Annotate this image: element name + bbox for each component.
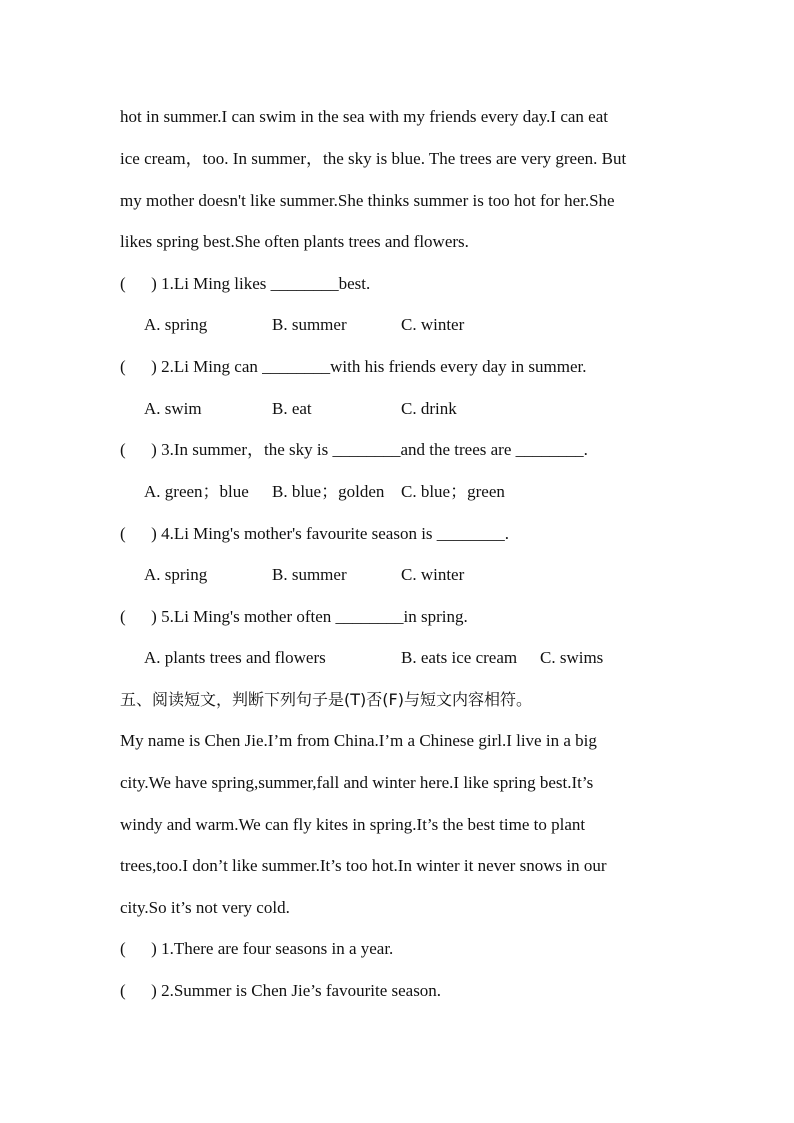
- question-3-option-b: B. blue；golden: [272, 482, 385, 501]
- question-1-stem: ( ) 1.Li Ming likes ________best.: [120, 274, 371, 293]
- section5-passage-line-3: windy and warm.We can fly kites in spring.It’s the best time to plant: [120, 815, 586, 834]
- passage1-line-4: likes spring best.She often plants trees and flowers.: [120, 232, 469, 251]
- passage1-line-2: ice cream，too. In summer，the sky is blue. The trees are very green. But: [120, 149, 627, 168]
- section5-passage-line-4: trees,too.I don’t like summer.It’s too hot.In winter it never snows in our: [120, 856, 607, 875]
- question-5-option-a: A. plants trees and flowers: [144, 648, 326, 667]
- question-5-option-b: B. eats ice cream: [401, 648, 518, 667]
- passage1-line-1: hot in summer.I can swim in the sea with my friends every day.I can eat: [120, 107, 608, 126]
- question-3-option-a: A. green；blue: [144, 482, 249, 501]
- section5-passage-line-2: city.We have spring,summer,fall and winter here.I like spring best.It’s: [120, 773, 594, 792]
- section5-heading: 五、阅读短文，判断下列句子是(T)否(F)与短文内容相符。: [120, 690, 532, 709]
- question-3-stem: ( ) 3.In summer，the sky is ________and the trees are ________.: [120, 440, 588, 459]
- question-1-option-b: B. summer: [272, 315, 347, 334]
- question-5-stem: ( ) 5.Li Ming's mother often ________in spring.: [120, 607, 468, 626]
- section5-passage-line-5: city.So it’s not very cold.: [120, 898, 290, 917]
- question-2-option-b: B. eat: [272, 399, 312, 418]
- question-2-option-c: C. drink: [401, 399, 457, 418]
- question-3-option-c: C. blue；green: [401, 482, 505, 501]
- question-2-option-a: A. swim: [144, 399, 202, 418]
- question-1-option-a: A. spring: [144, 315, 208, 334]
- question-1-option-c: C. winter: [401, 315, 465, 334]
- passage1-line-3: my mother doesn't like summer.She thinks summer is too hot for her.She: [120, 191, 615, 210]
- question-4-option-a: A. spring: [144, 565, 208, 584]
- question-2-stem: ( ) 2.Li Ming can ________with his friends every day in summer.: [120, 357, 587, 376]
- question-4-stem: ( ) 4.Li Ming's mother's favourite season is ________.: [120, 524, 510, 543]
- question-4-option-c: C. winter: [401, 565, 465, 584]
- section5-question-2: ( ) 2.Summer is Chen Jie’s favourite season.: [120, 981, 442, 1000]
- section5-passage-line-1: My name is Chen Jie.I’m from China.I’m a Chinese girl.I live in a big: [120, 731, 597, 750]
- question-4-option-b: B. summer: [272, 565, 347, 584]
- question-5-option-c: C. swims: [540, 648, 604, 667]
- section5-question-1: ( ) 1.There are four seasons in a year.: [120, 939, 394, 958]
